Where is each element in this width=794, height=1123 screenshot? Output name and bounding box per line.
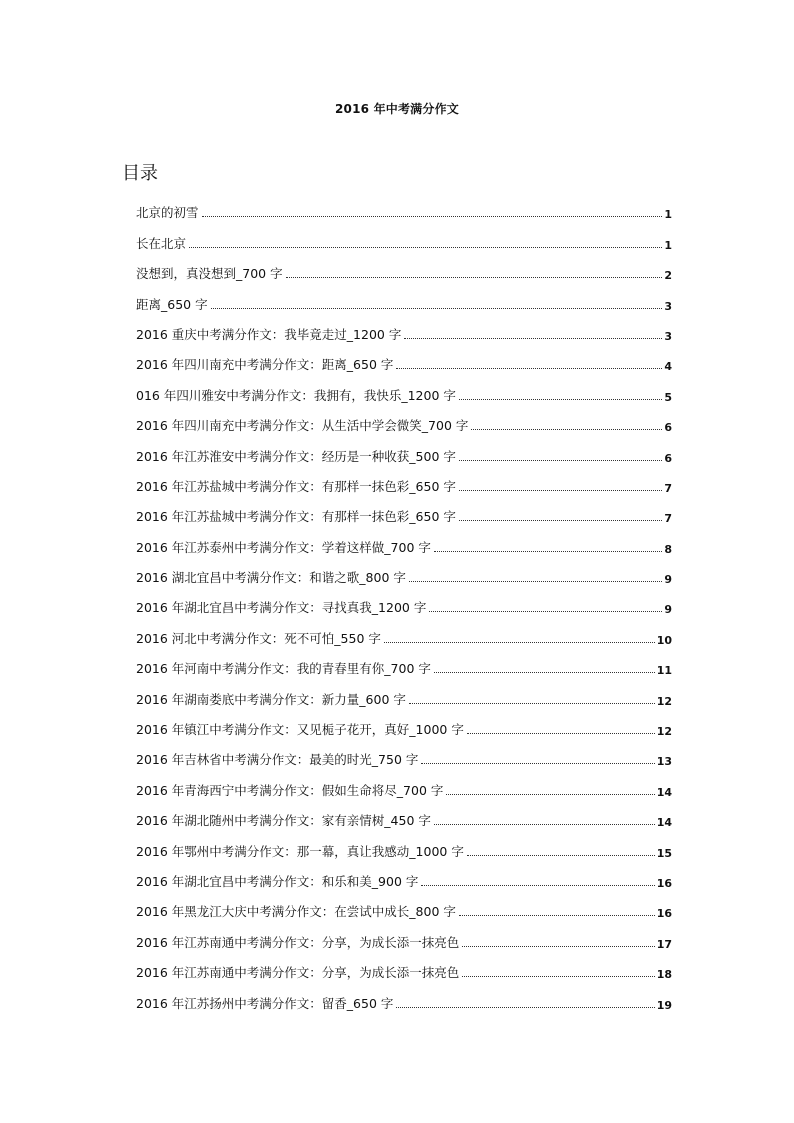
toc-heading: 目录: [122, 163, 158, 184]
toc-entry-title: 没想到，真没想到_700 字: [136, 266, 283, 282]
toc-entry[interactable]: [136, 586, 672, 616]
toc-entry[interactable]: [136, 495, 672, 525]
toc-page-number: 8: [664, 542, 672, 556]
toc-dot-leader: [396, 1007, 654, 1008]
toc-entry-title: 2016 湖北宜昌中考满分作文：和谐之歌_800 字: [136, 570, 406, 586]
toc-entry-title: 2016 年四川南充中考满分作文：距离_650 字: [136, 357, 394, 373]
toc-dot-leader: [404, 338, 662, 339]
toc-entry-title: 2016 重庆中考满分作文：我毕竟走过_1200 字: [136, 326, 402, 342]
toc-page-number: 14: [656, 785, 672, 799]
toc-entry-title: 2016 年江苏盐城中考满分作文：有那样一抹色彩_650 字: [136, 509, 456, 525]
toc-entry[interactable]: [136, 677, 672, 707]
toc-entry-title: 2016 年鄂州中考满分作文：那一幕，真让我感动_1000 字: [136, 843, 464, 859]
toc-entry[interactable]: [136, 252, 672, 282]
toc-page-number: 4: [664, 360, 672, 374]
toc-dot-leader: [471, 429, 662, 430]
toc-page-number: 3: [664, 329, 672, 343]
toc-dot-leader: [434, 551, 662, 552]
toc-dot-leader: [211, 308, 663, 309]
toc-dot-leader: [286, 277, 663, 278]
toc-entry[interactable]: [136, 920, 672, 950]
toc-entry-title: 2016 年江苏淮安中考满分作文：经历是一种收获_500 字: [136, 448, 456, 464]
toc-entry-title: 2016 年江苏扬州中考满分作文：留香_650 字: [136, 995, 394, 1011]
toc-page-number: 12: [656, 725, 672, 739]
toc-dot-leader: [434, 824, 655, 825]
toc-dot-leader: [429, 611, 662, 612]
toc-dot-leader: [409, 581, 662, 582]
toc-entry[interactable]: [136, 738, 672, 768]
toc-entry[interactable]: [136, 343, 672, 373]
toc-entry-title: 2016 年湖北随州中考满分作文：家有亲情树_450 字: [136, 813, 431, 829]
toc-entry-title: 2016 年青海西宁中考满分作文：假如生命将尽_700 字: [136, 782, 444, 798]
toc-entry[interactable]: [136, 525, 672, 555]
toc-entry[interactable]: [136, 313, 672, 343]
document-title: 2016 年中考满分作文: [335, 102, 459, 116]
toc-entry-title: 距离_650 字: [136, 296, 208, 312]
toc-page-number: 10: [656, 633, 672, 647]
toc-entry[interactable]: [136, 221, 672, 251]
table-of-contents: [136, 191, 672, 1012]
toc-dot-leader: [459, 915, 655, 916]
toc-entry[interactable]: [136, 465, 672, 495]
toc-page-number: 12: [656, 694, 672, 708]
toc-page-number: 16: [656, 876, 672, 890]
toc-page-number: 18: [656, 968, 672, 982]
toc-entry[interactable]: [136, 647, 672, 677]
toc-entry-title: 长在北京: [136, 235, 187, 251]
toc-page-number: 19: [656, 998, 672, 1012]
toc-dot-leader: [462, 976, 654, 977]
toc-page-number: 7: [664, 512, 672, 526]
toc-entry-title: 2016 年镇江中考满分作文：又见栀子花开，真好_1000 字: [136, 722, 464, 738]
toc-entry-title: 2016 年吉林省中考满分作文：最美的时光_750 字: [136, 752, 419, 768]
toc-dot-leader: [409, 703, 655, 704]
toc-page-number: 5: [664, 390, 672, 404]
toc-dot-leader: [459, 520, 662, 521]
toc-entry-title: 016 年四川雅安中考满分作文：我拥有，我快乐_1200 字: [136, 387, 456, 403]
toc-entry-title: 2016 年江苏南通中考满分作文：分享，为成长添一抹亮色: [136, 965, 460, 981]
toc-page-number: 9: [664, 603, 672, 617]
toc-dot-leader: [446, 794, 654, 795]
toc-dot-leader: [467, 733, 655, 734]
toc-entry[interactable]: [136, 860, 672, 890]
toc-entry-title: 2016 河北中考满分作文：死不可怕_550 字: [136, 630, 381, 646]
toc-dot-leader: [462, 946, 654, 947]
toc-entry[interactable]: [136, 829, 672, 859]
toc-entry[interactable]: [136, 981, 672, 1011]
toc-dot-leader: [467, 855, 655, 856]
toc-entry[interactable]: [136, 951, 672, 981]
toc-page-number: 7: [664, 481, 672, 495]
toc-entry[interactable]: [136, 890, 672, 920]
toc-dot-leader: [459, 460, 662, 461]
toc-entry-title: 2016 年四川南充中考满分作文：从生活中学会微笑_700 字: [136, 418, 469, 434]
toc-entry[interactable]: [136, 373, 672, 403]
toc-page-number: 9: [664, 573, 672, 587]
toc-page-number: 1: [664, 238, 672, 252]
toc-page-number: 13: [656, 755, 672, 769]
toc-page-number: 3: [664, 299, 672, 313]
toc-page-number: 6: [664, 451, 672, 465]
toc-entry[interactable]: [136, 434, 672, 464]
toc-dot-leader: [421, 885, 654, 886]
toc-dot-leader: [202, 216, 663, 217]
toc-entry-title: 2016 年湖北宜昌中考满分作文：和乐和美_900 字: [136, 873, 419, 889]
toc-entry[interactable]: [136, 768, 672, 798]
toc-page-number: 15: [656, 846, 672, 860]
toc-entry-title: 北京的初雪: [136, 205, 199, 221]
toc-entry-title: 2016 年湖南娄底中考满分作文：新力量_600 字: [136, 691, 406, 707]
toc-dot-leader: [421, 763, 654, 764]
toc-entry-title: 2016 年黑龙江大庆中考满分作文：在尝试中成长_800 字: [136, 904, 456, 920]
toc-entry[interactable]: [136, 556, 672, 586]
toc-page-number: 16: [656, 907, 672, 921]
toc-entry[interactable]: [136, 282, 672, 312]
toc-page-number: 11: [656, 664, 672, 678]
toc-dot-leader: [459, 399, 662, 400]
toc-dot-leader: [434, 672, 655, 673]
toc-entry[interactable]: [136, 191, 672, 221]
toc-entry-title: 2016 年湖北宜昌中考满分作文：寻找真我_1200 字: [136, 600, 427, 616]
toc-entry[interactable]: [136, 404, 672, 434]
toc-page-number: 1: [664, 208, 672, 222]
toc-entry[interactable]: [136, 616, 672, 646]
toc-entry-title: 2016 年江苏泰州中考满分作文：学着这样做_700 字: [136, 539, 431, 555]
toc-entry[interactable]: [136, 708, 672, 738]
toc-dot-leader: [459, 490, 662, 491]
toc-dot-leader: [396, 368, 662, 369]
toc-dot-leader: [189, 247, 662, 248]
toc-page-number: 2: [664, 269, 672, 283]
toc-dot-leader: [384, 642, 655, 643]
toc-page-number: 17: [656, 937, 672, 951]
toc-entry-title: 2016 年江苏盐城中考满分作文：有那样一抹色彩_650 字: [136, 478, 456, 494]
toc-page-number: 14: [656, 816, 672, 830]
toc-entry-title: 2016 年江苏南通中考满分作文：分享，为成长添一抹亮色: [136, 934, 460, 950]
toc-page-number: 6: [664, 421, 672, 435]
toc-entry-title: 2016 年河南中考满分作文：我的青春里有你_700 字: [136, 661, 431, 677]
toc-entry[interactable]: [136, 799, 672, 829]
